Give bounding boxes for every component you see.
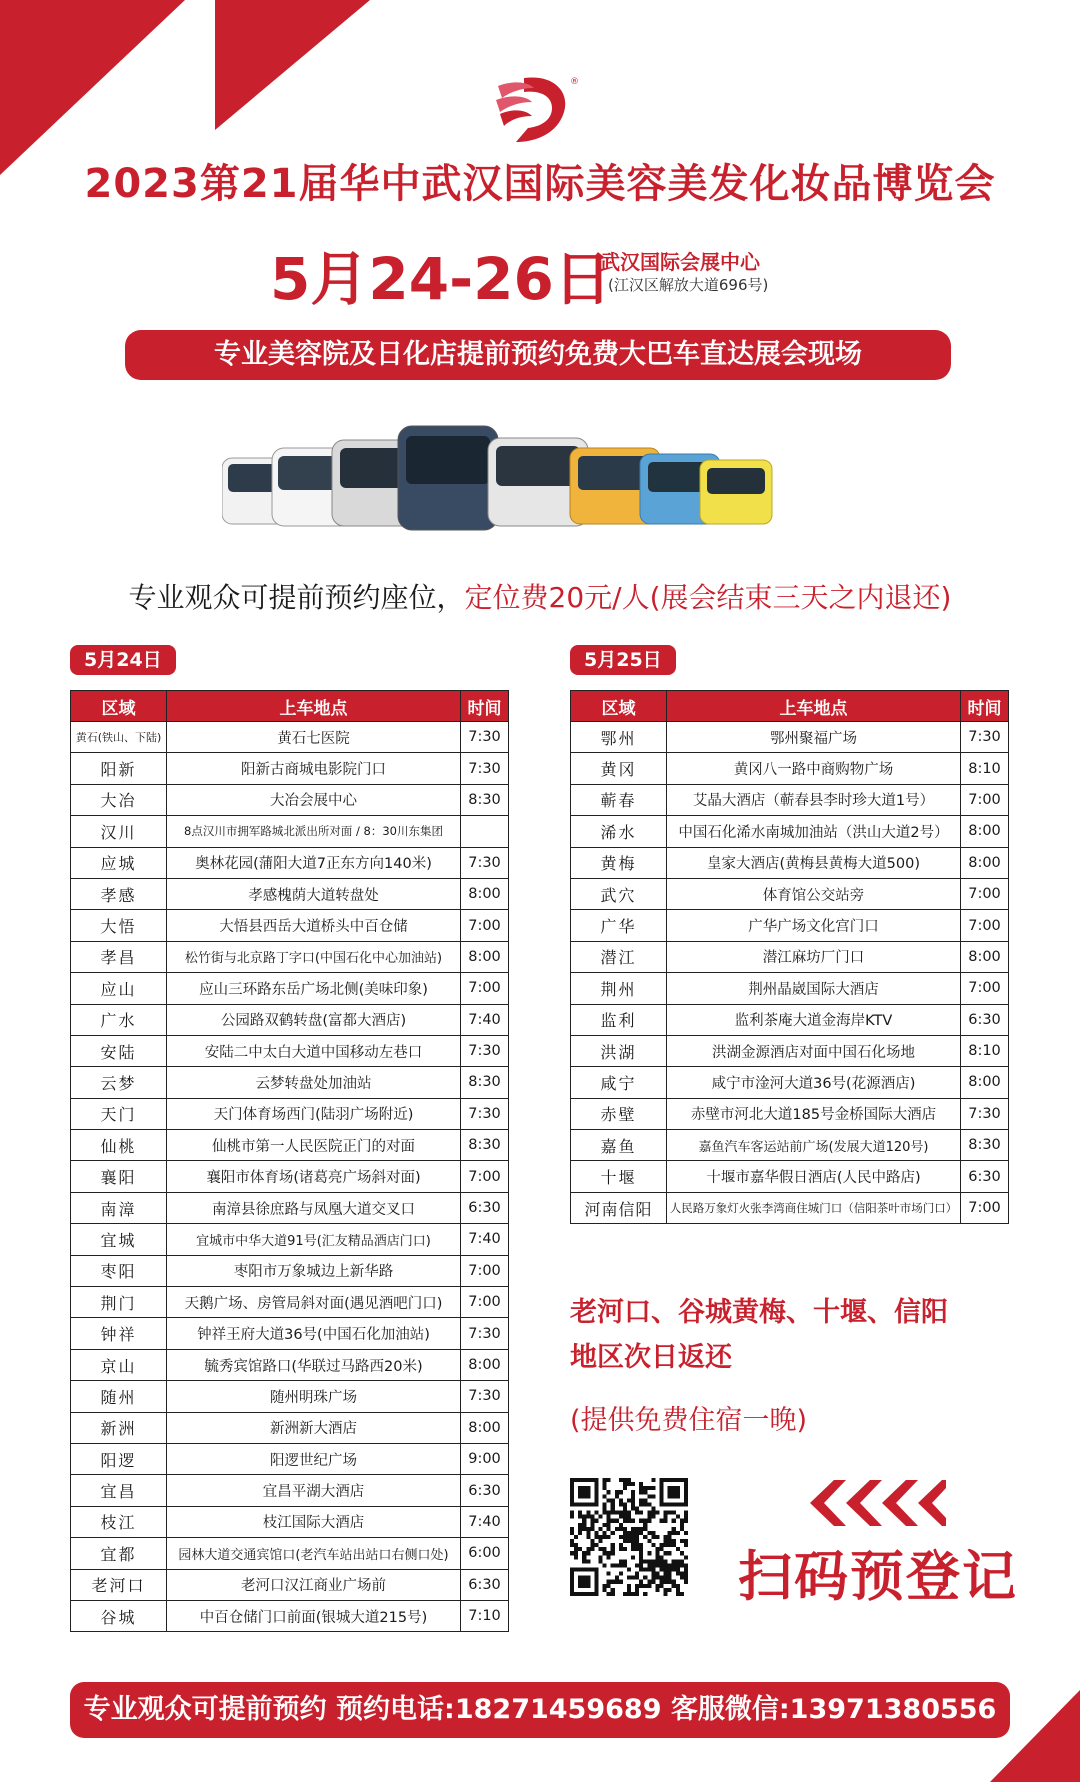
table-row xyxy=(571,722,1009,753)
table-row xyxy=(71,1224,509,1255)
cell-region: 宜都 xyxy=(71,1538,167,1569)
table-row xyxy=(571,1004,1009,1035)
day1-schedule-table xyxy=(70,690,509,1632)
header-region: 区域 xyxy=(571,691,667,722)
cell-time: 7:30 xyxy=(461,1098,509,1129)
cell-time: 7:30 xyxy=(461,1318,509,1349)
table-row xyxy=(71,1004,509,1035)
cell-time: 6:30 xyxy=(461,1569,509,1600)
cell-place: 荆州晶崴国际大酒店 xyxy=(667,973,961,1004)
cell-region: 云梦 xyxy=(71,1067,167,1098)
cell-time: 7:40 xyxy=(461,1224,509,1255)
cell-time: 7:00 xyxy=(961,973,1009,1004)
table-row xyxy=(71,816,509,847)
cell-time: 7:00 xyxy=(461,973,509,1004)
table-row xyxy=(71,1318,509,1349)
cell-place: 咸宁市淦河大道36号(花源酒店) xyxy=(667,1067,961,1098)
table-row xyxy=(571,973,1009,1004)
cell-time: 6:30 xyxy=(461,1192,509,1223)
cell-place: 人民路万象灯火张李湾商住城门口（信阳茶叶市场门口） xyxy=(667,1192,961,1223)
cell-region: 阳新 xyxy=(71,753,167,784)
seat-notice-fee: 定位费20元/人(展会结束三天之内退还) xyxy=(464,581,952,614)
cell-place: 天门体育场西门(陆羽广场附近) xyxy=(167,1098,461,1129)
cell-time: 8:10 xyxy=(961,753,1009,784)
cell-place: 体育馆公交站旁 xyxy=(667,878,961,909)
cell-place: 枝江国际大酒店 xyxy=(167,1506,461,1537)
table-row xyxy=(71,910,509,941)
cell-time: 8:30 xyxy=(461,1130,509,1161)
table-row xyxy=(571,753,1009,784)
cell-time: 8:00 xyxy=(461,878,509,909)
table-row xyxy=(71,1349,509,1380)
cell-region: 蕲春 xyxy=(571,784,667,815)
cell-region: 浠水 xyxy=(571,816,667,847)
table-row xyxy=(71,1067,509,1098)
cell-place: 中国石化浠水南城加油站（洪山大道2号） xyxy=(667,816,961,847)
cell-place: 广华广场文化宫门口 xyxy=(667,910,961,941)
table-row xyxy=(571,1130,1009,1161)
table-row xyxy=(571,1035,1009,1066)
table-row xyxy=(71,1161,509,1192)
table-row xyxy=(71,941,509,972)
header-region: 区域 xyxy=(71,691,167,722)
cell-time: 7:30 xyxy=(961,1098,1009,1129)
cell-region: 安陆 xyxy=(71,1035,167,1066)
table-row xyxy=(71,1600,509,1631)
cell-time: 7:30 xyxy=(461,1035,509,1066)
venue-name: 武汉国际会展中心 xyxy=(600,250,760,274)
cell-time: 6:30 xyxy=(461,1475,509,1506)
table-row xyxy=(71,784,509,815)
table-row xyxy=(571,878,1009,909)
cell-time: 7:30 xyxy=(461,847,509,878)
cell-time: 7:00 xyxy=(461,910,509,941)
return-note-line1: 老河口、谷城黄梅、十堰、信阳 xyxy=(570,1297,948,1328)
venue-address: (江汉区解放大道696号) xyxy=(608,276,769,294)
return-note-line3: (提供免费住宿一晚) xyxy=(570,1405,808,1436)
cell-time: 7:30 xyxy=(961,722,1009,753)
table-row xyxy=(71,1381,509,1412)
cell-place: 应山三环路东岳广场北侧(美味印象) xyxy=(167,973,461,1004)
cell-region: 监利 xyxy=(571,1004,667,1035)
table-row xyxy=(71,1443,509,1474)
cell-place: 中百仓储门口前面(银城大道215号) xyxy=(167,1600,461,1631)
cell-region: 荆州 xyxy=(571,973,667,1004)
cell-place: 黄冈八一路中商购物广场 xyxy=(667,753,961,784)
cell-place: 阳逻世纪广场 xyxy=(167,1443,461,1474)
cell-time: 7:00 xyxy=(461,1161,509,1192)
cell-place: 钟祥王府大道36号(中国石化加油站) xyxy=(167,1318,461,1349)
cell-region: 老河口 xyxy=(71,1569,167,1600)
cell-place: 公园路双鹤转盘(富都大酒店) xyxy=(167,1004,461,1035)
header-place: 上车地点 xyxy=(167,691,461,722)
table-row xyxy=(71,1130,509,1161)
cell-place: 孝感槐荫大道转盘处 xyxy=(167,878,461,909)
cell-place: 监利茶庵大道金海岸KTV xyxy=(667,1004,961,1035)
cell-region: 枝江 xyxy=(71,1506,167,1537)
cell-time: 7:40 xyxy=(461,1506,509,1537)
cell-region: 南漳 xyxy=(71,1192,167,1223)
cell-place: 新洲新大酒店 xyxy=(167,1412,461,1443)
cell-region: 应城 xyxy=(71,847,167,878)
cell-region: 枣阳 xyxy=(71,1255,167,1286)
cell-place: 老河口汉江商业广场前 xyxy=(167,1569,461,1600)
day2-schedule-table xyxy=(570,690,1009,1224)
cell-region: 荆门 xyxy=(71,1287,167,1318)
cell-place: 安陆二中太白大道中国移动左巷口 xyxy=(167,1035,461,1066)
cell-region: 黄冈 xyxy=(571,753,667,784)
cell-time: 8:00 xyxy=(961,941,1009,972)
table-row xyxy=(571,1161,1009,1192)
cell-region: 潜江 xyxy=(571,941,667,972)
arrows-icon xyxy=(806,1478,946,1528)
cell-place: 南漳县徐庶路与凤凰大道交叉口 xyxy=(167,1192,461,1223)
table-row xyxy=(71,1475,509,1506)
cell-place: 仙桃市第一人民医院正门的对面 xyxy=(167,1130,461,1161)
cell-region: 钟祥 xyxy=(71,1318,167,1349)
cell-time: 8:00 xyxy=(961,816,1009,847)
table-header-row xyxy=(71,691,509,722)
table-row xyxy=(71,1098,509,1129)
table-row xyxy=(71,753,509,784)
table-row xyxy=(71,1035,509,1066)
cell-time: 8:10 xyxy=(961,1035,1009,1066)
cell-region: 大悟 xyxy=(71,910,167,941)
table-row xyxy=(71,1192,509,1223)
cell-region: 广水 xyxy=(71,1004,167,1035)
header-time: 时间 xyxy=(961,691,1009,722)
cell-time: 8:30 xyxy=(961,1130,1009,1161)
header-time: 时间 xyxy=(461,691,509,722)
cell-region: 随州 xyxy=(71,1381,167,1412)
cell-place: 园林大道交通宾馆口(老汽车站出站口右侧口处) xyxy=(167,1538,461,1569)
cell-place: 宜城市中华大道91号(汇友精品酒店门口) xyxy=(167,1224,461,1255)
cell-region: 嘉鱼 xyxy=(571,1130,667,1161)
cell-time: 7:00 xyxy=(461,1287,509,1318)
cell-region: 阳逻 xyxy=(71,1443,167,1474)
cell-region: 宜昌 xyxy=(71,1475,167,1506)
seat-reservation-notice xyxy=(0,576,1080,616)
table-row xyxy=(71,1287,509,1318)
cell-time: 7:00 xyxy=(961,910,1009,941)
cell-region: 黄梅 xyxy=(571,847,667,878)
cell-region: 赤壁 xyxy=(571,1098,667,1129)
cell-region: 鄂州 xyxy=(571,722,667,753)
table-row xyxy=(71,1255,509,1286)
table-row xyxy=(571,941,1009,972)
table-row xyxy=(571,816,1009,847)
svg-text:®: ® xyxy=(570,77,579,87)
cell-region: 襄阳 xyxy=(71,1161,167,1192)
cell-time: 6:30 xyxy=(961,1161,1009,1192)
cell-time: 7:40 xyxy=(461,1004,509,1035)
day1-label: 5月24日 xyxy=(70,645,176,675)
event-date: 5月24-26日 xyxy=(270,245,612,313)
cell-place: 枣阳市万象城边上新华路 xyxy=(167,1255,461,1286)
cell-time: 7:00 xyxy=(961,1192,1009,1223)
cell-region: 大冶 xyxy=(71,784,167,815)
cell-place: 赤壁市河北大道185号金桥国际大酒店 xyxy=(667,1098,961,1129)
cell-place: 云梦转盘处加油站 xyxy=(167,1067,461,1098)
return-note-line2: 地区次日返还 xyxy=(570,1342,732,1373)
cell-time: 8:00 xyxy=(461,1349,509,1380)
table-row xyxy=(71,1412,509,1443)
table-row xyxy=(71,1569,509,1600)
cell-region: 宜城 xyxy=(71,1224,167,1255)
cell-place: 8点汉川市拥军路城北派出所对面 / 8：30川东集团 xyxy=(167,816,461,847)
logo-icon xyxy=(494,72,584,148)
cell-time: 7:00 xyxy=(961,784,1009,815)
day2-label: 5月25日 xyxy=(570,645,676,675)
cell-region: 孝昌 xyxy=(71,941,167,972)
cell-region: 咸宁 xyxy=(571,1067,667,1098)
bus-fleet-image xyxy=(222,420,852,535)
cell-region: 十堰 xyxy=(571,1161,667,1192)
cell-region: 应山 xyxy=(71,973,167,1004)
cell-region: 黄石(铁山、下陆) xyxy=(71,722,167,753)
cell-place: 嘉鱼汽车客运站前广场(发展大道120号) xyxy=(667,1130,961,1161)
cell-place: 鄂州聚福广场 xyxy=(667,722,961,753)
cell-place: 大冶会展中心 xyxy=(167,784,461,815)
scan-to-register-text: 扫码预登记 xyxy=(738,1545,1018,1608)
cell-place: 天鹅广场、房管局斜对面(遇见酒吧门口) xyxy=(167,1287,461,1318)
cell-time: 6:00 xyxy=(461,1538,509,1569)
cell-time: 8:30 xyxy=(461,1067,509,1098)
cell-region: 孝感 xyxy=(71,878,167,909)
cell-place: 大悟县西岳大道桥头中百仓储 xyxy=(167,910,461,941)
table-row xyxy=(71,878,509,909)
cell-time: 8:00 xyxy=(961,847,1009,878)
table-row xyxy=(71,1538,509,1569)
table-row xyxy=(571,847,1009,878)
cell-place: 松竹街与北京路丁字口(中国石化中心加油站) xyxy=(167,941,461,972)
free-bus-banner: 专业美容院及日化店提前预约免费大巴车直达展会现场 xyxy=(125,330,951,380)
cell-time: 8:00 xyxy=(461,1412,509,1443)
cell-time: 6:30 xyxy=(961,1004,1009,1035)
header-place: 上车地点 xyxy=(667,691,961,722)
cell-time: 7:30 xyxy=(461,722,509,753)
cell-place: 艾晶大酒店（蕲春县李时珍大道1号） xyxy=(667,784,961,815)
cell-place: 毓秀宾馆路口(华联过马路西20米) xyxy=(167,1349,461,1380)
table-row xyxy=(571,1067,1009,1098)
table-header-row xyxy=(571,691,1009,722)
cell-time: 7:30 xyxy=(461,1381,509,1412)
cell-time: 8:00 xyxy=(961,1067,1009,1098)
table-row xyxy=(71,722,509,753)
cell-region: 京山 xyxy=(71,1349,167,1380)
cell-place: 十堰市嘉华假日酒店(人民中路店) xyxy=(667,1161,961,1192)
cell-time: 7:10 xyxy=(461,1600,509,1631)
cell-region: 广华 xyxy=(571,910,667,941)
cell-region: 仙桃 xyxy=(71,1130,167,1161)
table-row xyxy=(571,910,1009,941)
cell-time: 8:30 xyxy=(461,784,509,815)
table-row xyxy=(571,784,1009,815)
table-row xyxy=(71,1506,509,1537)
cell-place: 襄阳市体育场(诸葛亮广场斜对面) xyxy=(167,1161,461,1192)
cell-place: 宜昌平湖大酒店 xyxy=(167,1475,461,1506)
cell-place: 奥林花园(蒲阳大道7正东方向140米) xyxy=(167,847,461,878)
cell-place: 皇家大酒店(黄梅县黄梅大道500) xyxy=(667,847,961,878)
table-row xyxy=(71,847,509,878)
cell-time: 7:00 xyxy=(961,878,1009,909)
cell-place: 随州明珠广场 xyxy=(167,1381,461,1412)
cell-region: 天门 xyxy=(71,1098,167,1129)
table-row xyxy=(571,1098,1009,1129)
seat-notice-prefix: 专业观众可提前预约座位， xyxy=(128,581,465,614)
contact-footer: 专业观众可提前预约 预约电话:18271459689 客服微信:13971380556 xyxy=(70,1682,1010,1738)
cell-region: 谷城 xyxy=(71,1600,167,1631)
cell-time: 7:30 xyxy=(461,753,509,784)
table-row xyxy=(71,973,509,1004)
cell-region: 武穴 xyxy=(571,878,667,909)
cell-time xyxy=(461,816,509,847)
cell-time: 8:00 xyxy=(461,941,509,972)
cell-region: 新洲 xyxy=(71,1412,167,1443)
cell-place: 黄石七医院 xyxy=(167,722,461,753)
page-title: 2023第21届华中武汉国际美容美发化妆品博览会 xyxy=(84,161,996,207)
cell-time: 9:00 xyxy=(461,1443,509,1474)
cell-place: 潜江麻坊厂门口 xyxy=(667,941,961,972)
qr-code-icon[interactable] xyxy=(570,1478,688,1596)
cell-region: 洪湖 xyxy=(571,1035,667,1066)
table-row xyxy=(571,1192,1009,1223)
cell-place: 洪湖金源酒店对面中国石化场地 xyxy=(667,1035,961,1066)
cell-region: 河南信阳 xyxy=(571,1192,667,1223)
cell-region: 汉川 xyxy=(71,816,167,847)
cell-place: 阳新古商城电影院门口 xyxy=(167,753,461,784)
cell-time: 7:00 xyxy=(461,1255,509,1286)
